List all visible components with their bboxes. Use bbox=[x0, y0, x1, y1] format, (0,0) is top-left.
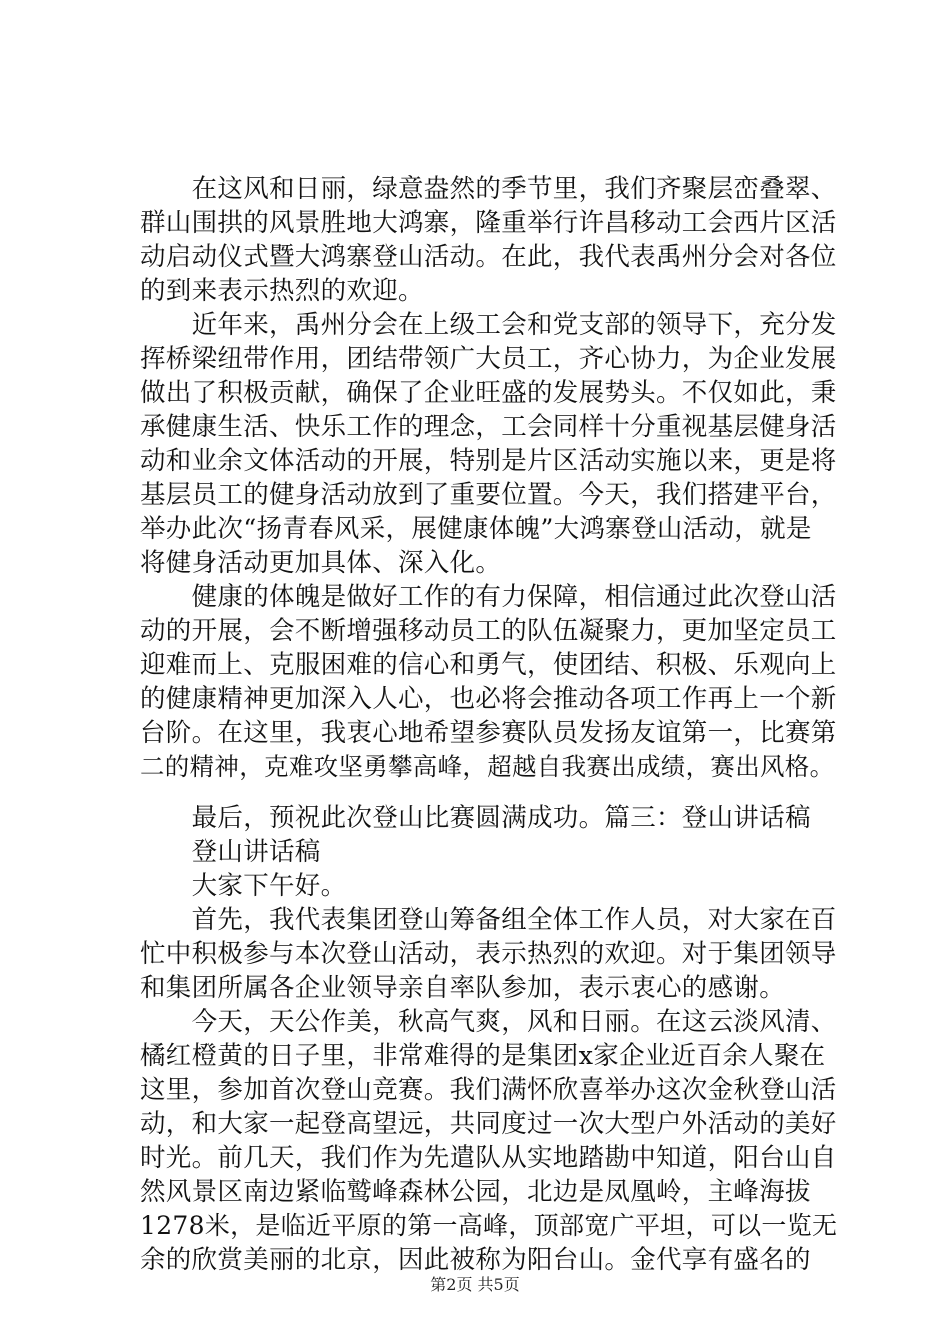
paragraph-line: 然风景区南边紧临鹫峰森林公园，北边是凤凰岭，主峰海拔 bbox=[140, 1177, 811, 1207]
paragraph-line: 首先，我代表集团登山筹备组全体工作人员，对大家在百 bbox=[140, 905, 837, 935]
paragraph-line: 群山围拱的风景胜地大鸿寨，隆重举行许昌移动工会西片区活 bbox=[140, 208, 837, 238]
paragraph-line: 举办此次“扬青春风采，展健康体魄”大鸿寨登山活动，就是 bbox=[140, 514, 812, 544]
paragraph-line: 今天，天公作美，秋高气爽，风和日丽。在这云淡风清、 bbox=[140, 1007, 837, 1037]
paragraph-line: 时光。前几天，我们作为先遣队从实地踏勘中知道，阳台山自 bbox=[140, 1143, 837, 1173]
paragraph-line: 1278米，是临近平原的第一高峰，顶部宽广平坦，可以一览无 bbox=[140, 1211, 838, 1240]
paragraph-line: 挥桥梁纽带作用，团结带领广大员工，齐心协力，为企业发展 bbox=[140, 344, 837, 374]
paragraph-line: 台阶。在这里，我衷心地希望参赛队员发扬友谊第一，比赛第 bbox=[140, 718, 837, 748]
section-heading: 登山讲话稿 bbox=[140, 837, 321, 867]
paragraph-line: 承健康生活、快乐工作的理念，工会同样十分重视基层健身活 bbox=[140, 412, 837, 442]
paragraph-line: 二的精神，克难攻坚勇攀高峰，超越自我赛出成绩，赛出风格。 bbox=[140, 752, 835, 781]
page-number-footer: 第2页 共5页 bbox=[430, 1275, 520, 1294]
paragraph-line: 基层员工的健身活动放到了重要位置。今天，我们搭建平台， bbox=[140, 480, 837, 510]
paragraph-line: 最后，预祝此次登山比赛圆满成功。篇三：登山讲话稿 bbox=[140, 803, 811, 833]
paragraph-line: 的到来表示热烈的欢迎。 bbox=[140, 276, 424, 306]
paragraph-line: 将健身活动更加具体、深入化。 bbox=[140, 548, 502, 578]
paragraph-line: 余的欣赏美丽的北京，因此被称为阳台山。金代享有盛名的 bbox=[140, 1245, 811, 1275]
paragraph-line: 忙中积极参与本次登山活动，表示热烈的欢迎。对于集团领导 bbox=[140, 939, 837, 969]
paragraph-line: 近年来，禹州分会在上级工会和党支部的领导下，充分发 bbox=[140, 310, 837, 340]
paragraph-line: 动启动仪式暨大鸿寨登山活动。在此，我代表禹州分会对各位 bbox=[140, 242, 837, 272]
paragraph-line: 迎难而上、克服困难的信心和勇气，使团结、积极、乐观向上 bbox=[140, 650, 837, 680]
paragraph-line: 做出了积极贡献，确保了企业旺盛的发展势头。不仅如此，秉 bbox=[140, 378, 837, 408]
paragraph-line: 动的开展，会不断增强移动员工的队伍凝聚力，更加坚定员工 bbox=[140, 616, 837, 646]
paragraph-line: 在这风和日丽，绿意盎然的季节里，我们齐聚层峦叠翠、 bbox=[140, 174, 837, 204]
paragraph-line: 橘红橙黄的日子里，非常难得的是集团x家企业近百余人聚在 bbox=[140, 1041, 826, 1071]
paragraph-line: 健康的体魄是做好工作的有力保障，相信通过此次登山活 bbox=[140, 582, 837, 612]
paragraph-line: 这里，参加首次登山竞赛。我们满怀欣喜举办这次金秋登山活 bbox=[140, 1075, 837, 1105]
paragraph-line: 动，和大家一起登高望远，共同度过一次大型户外活动的美好 bbox=[140, 1109, 837, 1139]
paragraph-line: 的健康精神更加深入人心，也必将会推动各项工作再上一个新 bbox=[140, 684, 837, 714]
greeting-line: 大家下午好。 bbox=[140, 871, 347, 901]
paragraph-line: 动和业余文体活动的开展，特别是片区活动实施以来，更是将 bbox=[140, 446, 837, 476]
paragraph-line: 和集团所属各企业领导亲自率队参加，表示衷心的感谢。 bbox=[140, 973, 786, 1003]
